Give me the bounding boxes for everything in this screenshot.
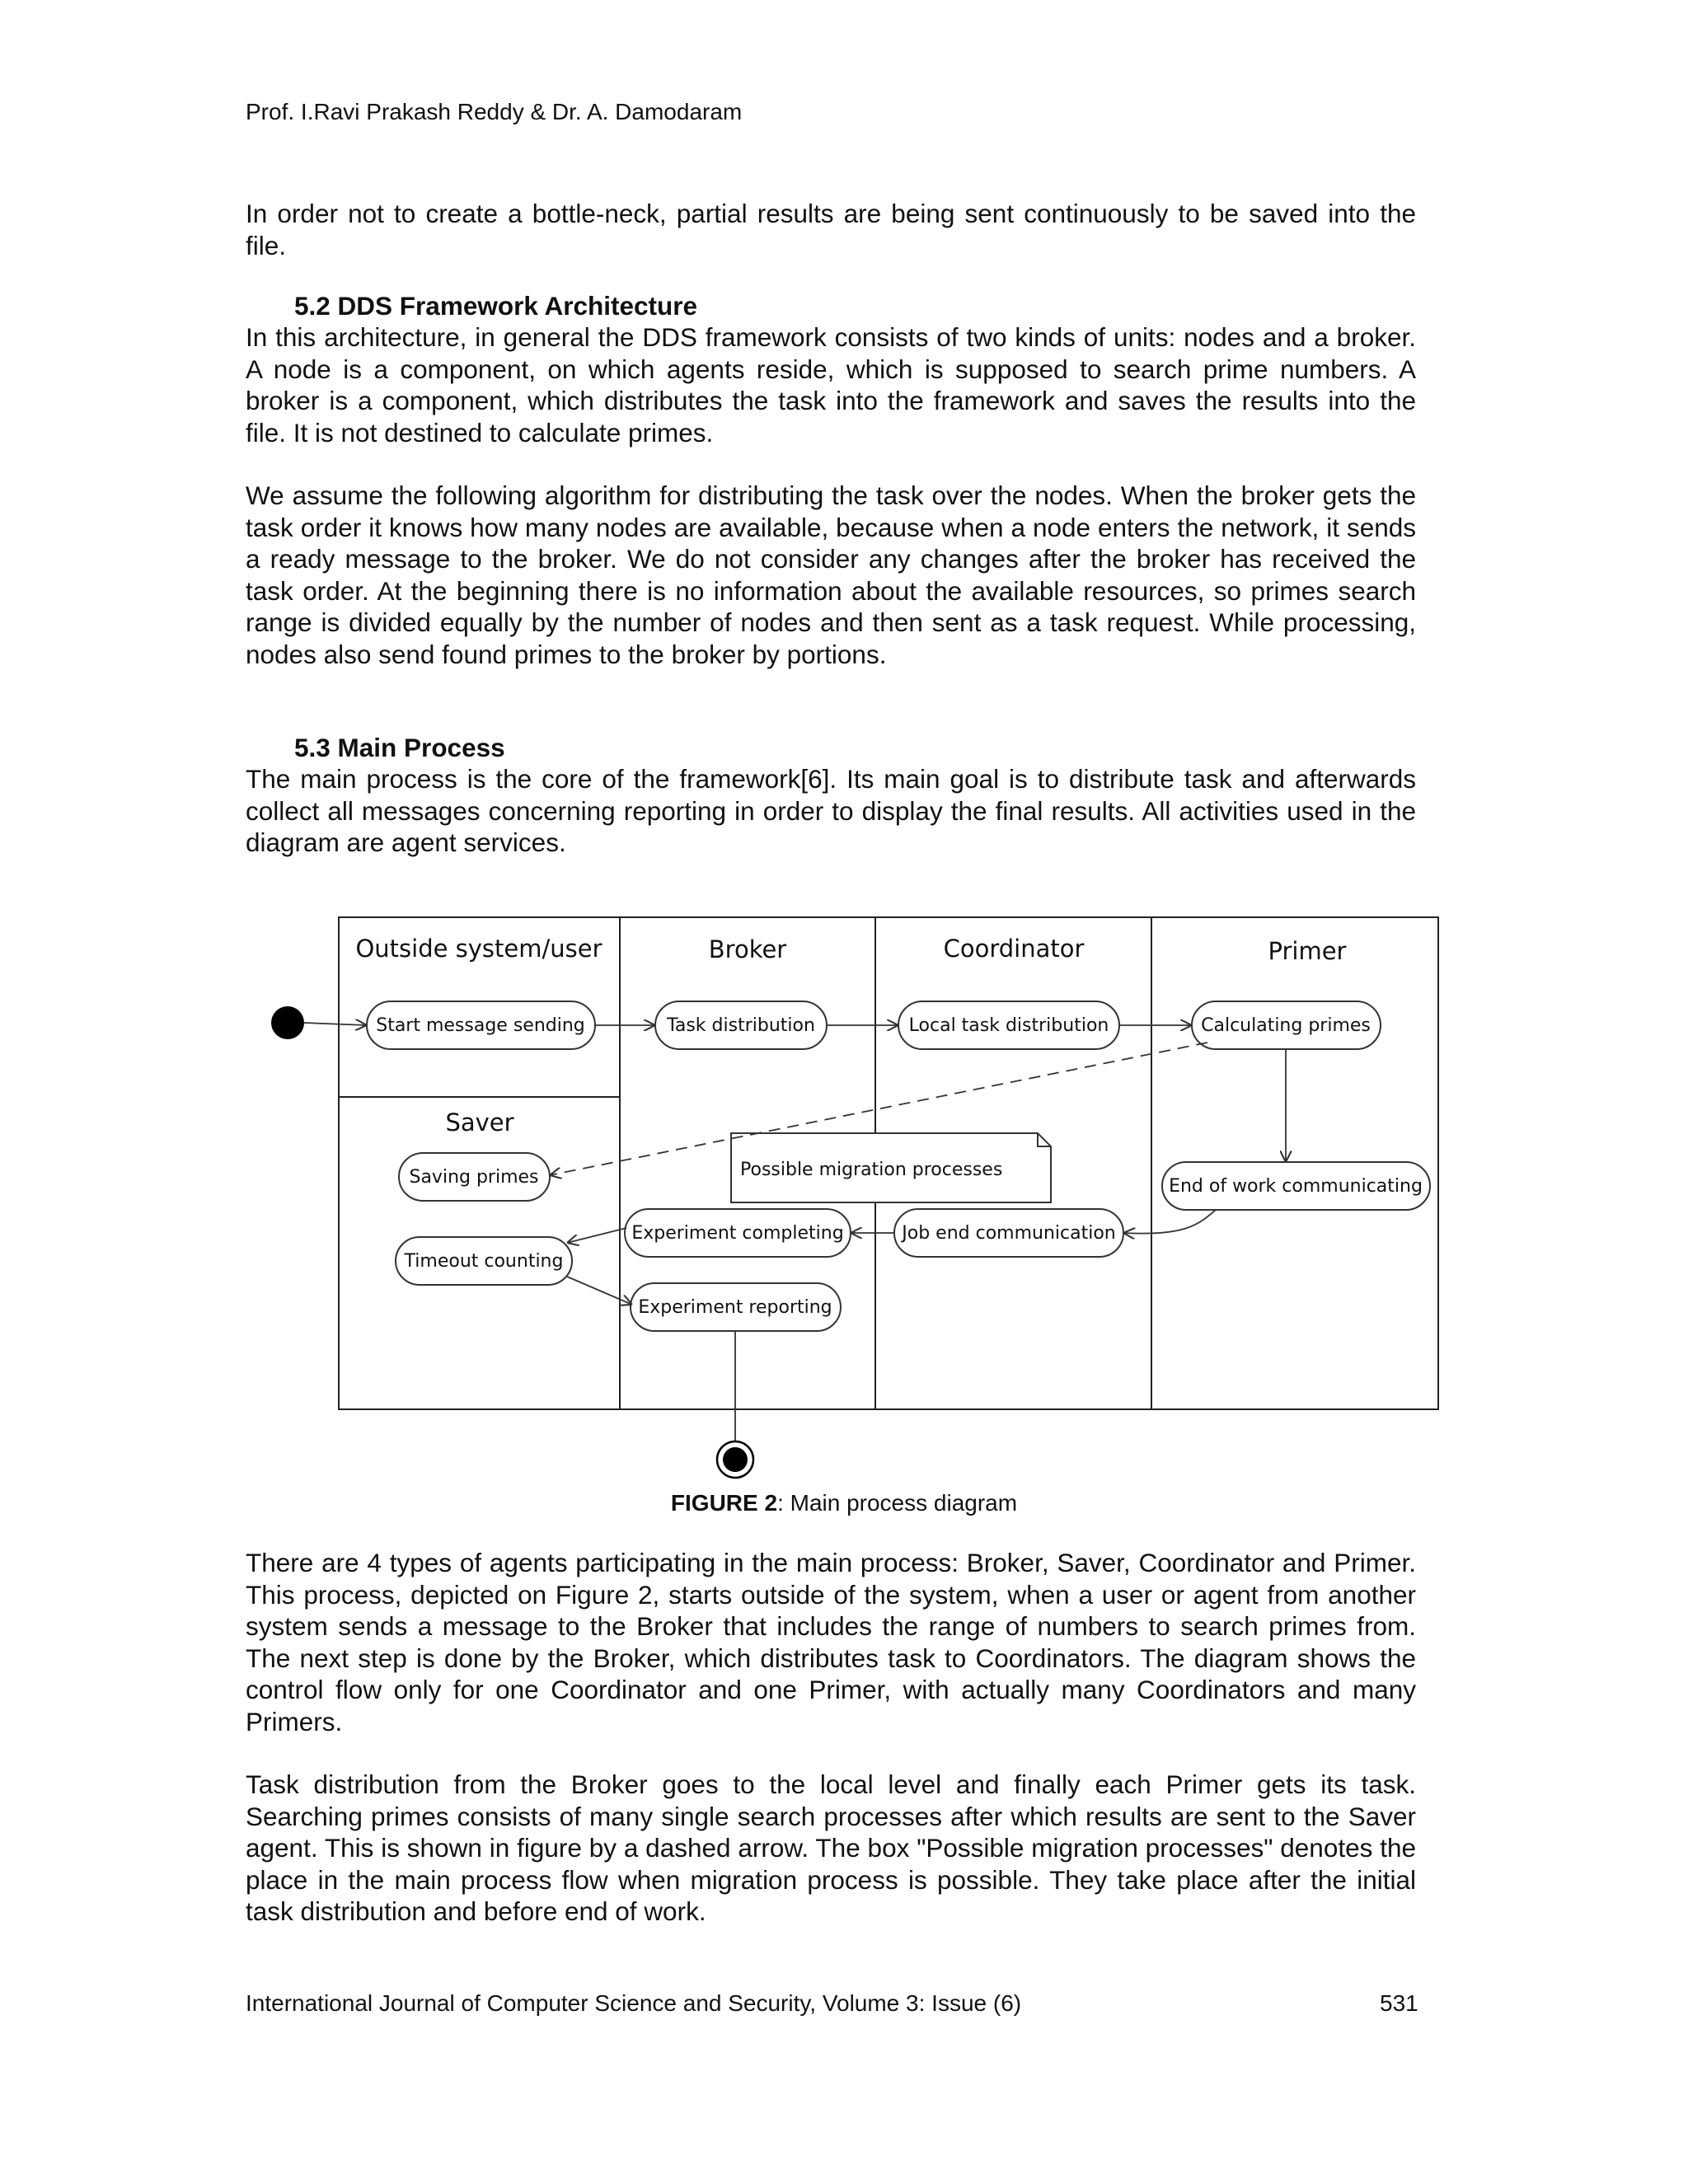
activity-label-start-message: Start message sending (376, 1015, 585, 1036)
activity-label-job-end: Job end communication (902, 1223, 1116, 1244)
paragraph-bottleneck: In order not to create a bottle-neck, partial results are being sent continuously to be saved into the file. (246, 199, 1416, 260)
page-number: 531 (1380, 1990, 1418, 2016)
paragraph-architecture: In this architecture, in general the DDS framework consists of two kinds of units: nodes and a broker. A node is a component, on which agents reside, which is supposed to search prime numbers. A broker is a component, which distributes the task into the framework and saves the results into the file. It is not destined to calculate primes. (246, 322, 1416, 448)
footer-journal: International Journal of Computer Science and Security, Volume 3: Issue (6) (246, 1990, 1022, 2016)
lane-title-coordinator: Coordinator (943, 935, 1085, 963)
paragraph-task-distribution: Task distribution from the Broker goes to the local level and finally each Primer gets its task. Searching primes consists of many single search processes after which results are sent to the Saver agent. This is shown in figure by a dashed arrow. The box "Possible migration processes" denotes the place in the main process flow when migration process is possible. They take place after the initial task distribution and before end of work. (246, 1769, 1416, 1926)
figure-caption (0, 1488, 1688, 1518)
initial-node (271, 1006, 304, 1039)
activity-label-experiment-reporting: Experiment reporting (638, 1297, 832, 1318)
main-process-diagram (264, 911, 1451, 1488)
flow-timeout-to-reporting (567, 1277, 632, 1305)
figure-caption-label: FIGURE 2 (670, 1490, 778, 1516)
section-heading-5-2: 5.2 DDS Framework Architecture (294, 291, 698, 321)
lane-title-outside: Outside system/user (355, 935, 603, 963)
lane-title-broker: Broker (708, 935, 787, 963)
activity-label-local-task: Local task distribution (908, 1015, 1109, 1036)
activity-label-end-of-work: End of work communicating (1169, 1176, 1423, 1197)
lane-title-saver: Saver (445, 1108, 514, 1137)
paragraph-main-process: The main process is the core of the framework[6]. Its main goal is to distribute task and afterwards collect all messages concerning reporting in order to display the final results. All activities used in the diagram are agent services. (246, 764, 1416, 857)
flow-start-to-message (304, 1023, 367, 1025)
running-header-authors: Prof. I.Ravi Prakash Reddy & Dr. A. Damodaram (246, 99, 743, 124)
flow-end-to-jobend (1123, 1210, 1216, 1234)
note-label: Possible migration processes (740, 1160, 1003, 1180)
section-heading-5-3: 5.3 Main Process (294, 733, 505, 762)
figure-caption-text: : Main process diagram (777, 1490, 1018, 1516)
paragraph-agents: There are 4 types of agents participating in the main process: Broker, Saver, Coordinator and Primer. This process, depicted on Figure 2, starts outside of the system, when a user or agent from another system sends a message to the Broker that includes the range of numbers to search primes from. The next step is done by the Broker, which distributes task to Coordinators. The diagram shows the control flow only for one Coordinator and one Primer, with actually many Coordinators and many Primers. (246, 1548, 1416, 1736)
activity-label-calculating-primes: Calculating primes (1201, 1015, 1371, 1036)
flow-completing-to-timeout (567, 1228, 626, 1243)
diagram-svg (264, 911, 1451, 1488)
activity-label-experiment-completing: Experiment completing (631, 1223, 844, 1244)
lane-title-primer: Primer (1268, 937, 1347, 965)
final-node (723, 1447, 748, 1472)
paragraph-algorithm: We assume the following algorithm for distributing the task over the nodes. When the broker gets the task order it knows how many nodes are available, because when a node enters the network, it sends a ready message to the broker. We do not consider any changes after the broker has received the task order. At the beginning there is no information about the available resources, so primes search range is divided equally by the number of nodes and then sent as a task request. While processing, nodes also send found primes to the broker by portions. (246, 480, 1416, 669)
activity-label-task-distribution: Task distribution (667, 1015, 815, 1036)
activity-label-timeout-counting: Timeout counting (404, 1251, 564, 1272)
activity-label-saving-primes: Saving primes (409, 1167, 539, 1188)
